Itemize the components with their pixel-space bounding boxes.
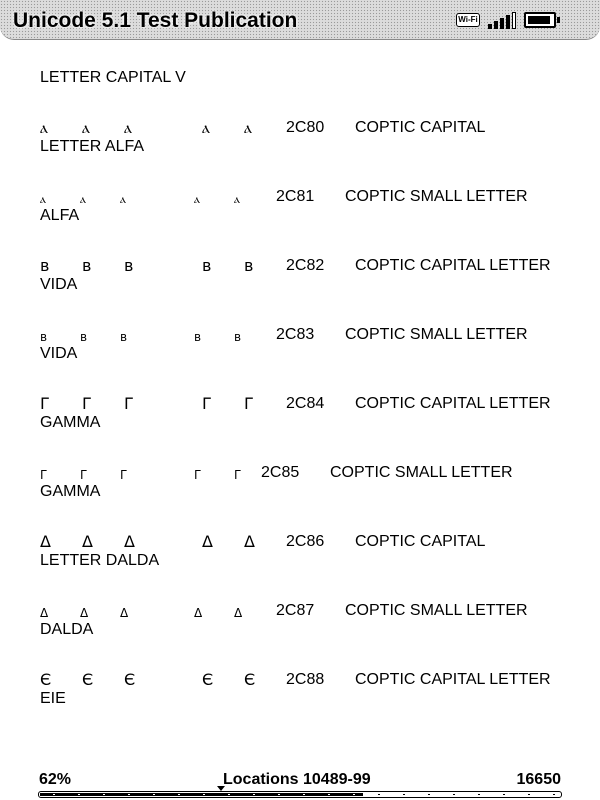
glyph-sample: ʙ — [202, 256, 212, 275]
glyph-sample: ʙ — [120, 330, 127, 344]
glyph-sample: ʙ — [244, 256, 254, 275]
code-point: 2C83 — [276, 326, 315, 343]
progress-tick — [203, 794, 205, 796]
reading-percent: 62% — [39, 771, 72, 788]
glyph-sample: Γ — [234, 468, 241, 482]
glyph-sample: ⲁ — [234, 192, 240, 206]
glyph-sample: ʙ — [40, 330, 47, 344]
total-locations: 16650 — [516, 771, 561, 788]
progress-tick — [303, 794, 305, 796]
glyph-sample: ⲁ — [120, 192, 126, 206]
glyph-sample: Γ — [40, 394, 49, 413]
character-name-continued: LETTER ALFA — [40, 138, 145, 155]
character-name-continued: EIE — [40, 690, 66, 707]
progress-tick — [103, 794, 105, 796]
glyph-sample: Γ — [202, 394, 211, 413]
progress-tick — [428, 794, 430, 796]
character-name: COPTIC SMALL LETTER — [345, 602, 528, 619]
glyph-sample: ⲁ — [40, 118, 48, 137]
code-point: 2C87 — [276, 602, 315, 619]
glyph-sample: Γ — [124, 394, 133, 413]
progress-tick — [528, 794, 530, 796]
progress-tick — [328, 794, 330, 796]
progress-tick — [128, 794, 130, 796]
glyph-sample: ʙ — [124, 256, 134, 275]
glyph-sample: Δ — [194, 606, 203, 620]
glyph-sample: ⲁ — [202, 118, 210, 137]
progress-tick — [228, 794, 230, 796]
glyph-sample: Δ — [202, 532, 213, 551]
character-name-continued: VIDA — [40, 345, 78, 362]
glyph-sample: ⲁ — [40, 192, 46, 206]
character-name: COPTIC CAPITAL — [355, 533, 486, 550]
character-name-continued: LETTER DALDA — [40, 552, 160, 569]
code-point: 2C84 — [286, 395, 325, 412]
character-name: COPTIC SMALL LETTER — [330, 464, 513, 481]
book-title: Unicode 5.1 Test Publication — [13, 9, 298, 32]
continued-line: LETTER CAPITAL V — [40, 69, 186, 86]
progress-tick — [78, 794, 80, 796]
progress-tick — [153, 794, 155, 796]
character-name-continued: ALFA — [40, 207, 80, 224]
character-name-continued: VIDA — [40, 276, 78, 293]
progress-tick — [253, 794, 255, 796]
character-name-continued: GAMMA — [40, 414, 101, 431]
progress-tick — [478, 794, 480, 796]
glyph-sample: Є — [40, 670, 52, 689]
glyph-sample: Δ — [40, 532, 51, 551]
glyph-sample: Γ — [80, 468, 87, 482]
glyph-sample: Є — [202, 670, 214, 689]
glyph-sample: Γ — [244, 394, 253, 413]
character-name: COPTIC SMALL LETTER — [345, 188, 528, 205]
status-bar — [0, 0, 600, 40]
signal-strength-icon — [488, 12, 518, 29]
glyph-sample: Є — [82, 670, 94, 689]
character-name-continued: DALDA — [40, 621, 94, 638]
glyph-sample: ʙ — [194, 330, 201, 344]
glyph-sample: ⲁ — [194, 192, 200, 206]
character-name: COPTIC CAPITAL LETTER — [355, 257, 551, 274]
glyph-sample: Δ — [82, 532, 93, 551]
character-name: COPTIC CAPITAL LETTER — [355, 395, 551, 412]
glyph-sample: Δ — [120, 606, 129, 620]
progress-tick — [403, 794, 405, 796]
code-point: 2C80 — [286, 119, 325, 136]
glyph-sample: ⲁ — [80, 192, 86, 206]
progress-tick — [353, 794, 355, 796]
glyph-sample: Є — [244, 670, 256, 689]
progress-tick — [453, 794, 455, 796]
glyph-sample: ⲁ — [244, 118, 252, 137]
character-name: COPTIC CAPITAL LETTER — [355, 671, 551, 688]
character-name-continued: GAMMA — [40, 483, 101, 500]
code-point: 2C81 — [276, 188, 315, 205]
location-range: Locations 10489-99 — [223, 771, 371, 788]
progress-tick — [278, 794, 280, 796]
progress-tick — [178, 794, 180, 796]
glyph-sample: Δ — [124, 532, 135, 551]
progress-tick — [553, 794, 555, 796]
code-point: 2C86 — [286, 533, 325, 550]
wifi-icon: Wi-Fi — [456, 13, 480, 27]
reading-progress-bar[interactable] — [38, 791, 562, 798]
glyph-sample: Δ — [234, 606, 243, 620]
glyph-sample: Γ — [120, 468, 127, 482]
glyph-sample: ʙ — [80, 330, 87, 344]
glyph-sample: ⲁ — [124, 118, 132, 137]
character-name: COPTIC SMALL LETTER — [345, 326, 528, 343]
glyph-sample: Δ — [80, 606, 89, 620]
glyph-sample: ⲁ — [82, 118, 90, 137]
glyph-sample: ʙ — [40, 256, 50, 275]
glyph-sample: ʙ — [234, 330, 241, 344]
glyph-sample: ʙ — [82, 256, 92, 275]
code-point: 2C82 — [286, 257, 325, 274]
progress-tick — [503, 794, 505, 796]
glyph-sample: Δ — [244, 532, 255, 551]
code-point: 2C85 — [261, 464, 300, 481]
progress-tick — [378, 794, 380, 796]
glyph-sample: Γ — [194, 468, 201, 482]
glyph-sample: Γ — [82, 394, 91, 413]
progress-tick — [53, 794, 55, 796]
glyph-sample: Є — [124, 670, 136, 689]
character-name: COPTIC CAPITAL — [355, 119, 486, 136]
glyph-sample: Δ — [40, 606, 49, 620]
glyph-sample: Γ — [40, 468, 47, 482]
battery-icon — [524, 12, 556, 28]
code-point: 2C88 — [286, 671, 325, 688]
